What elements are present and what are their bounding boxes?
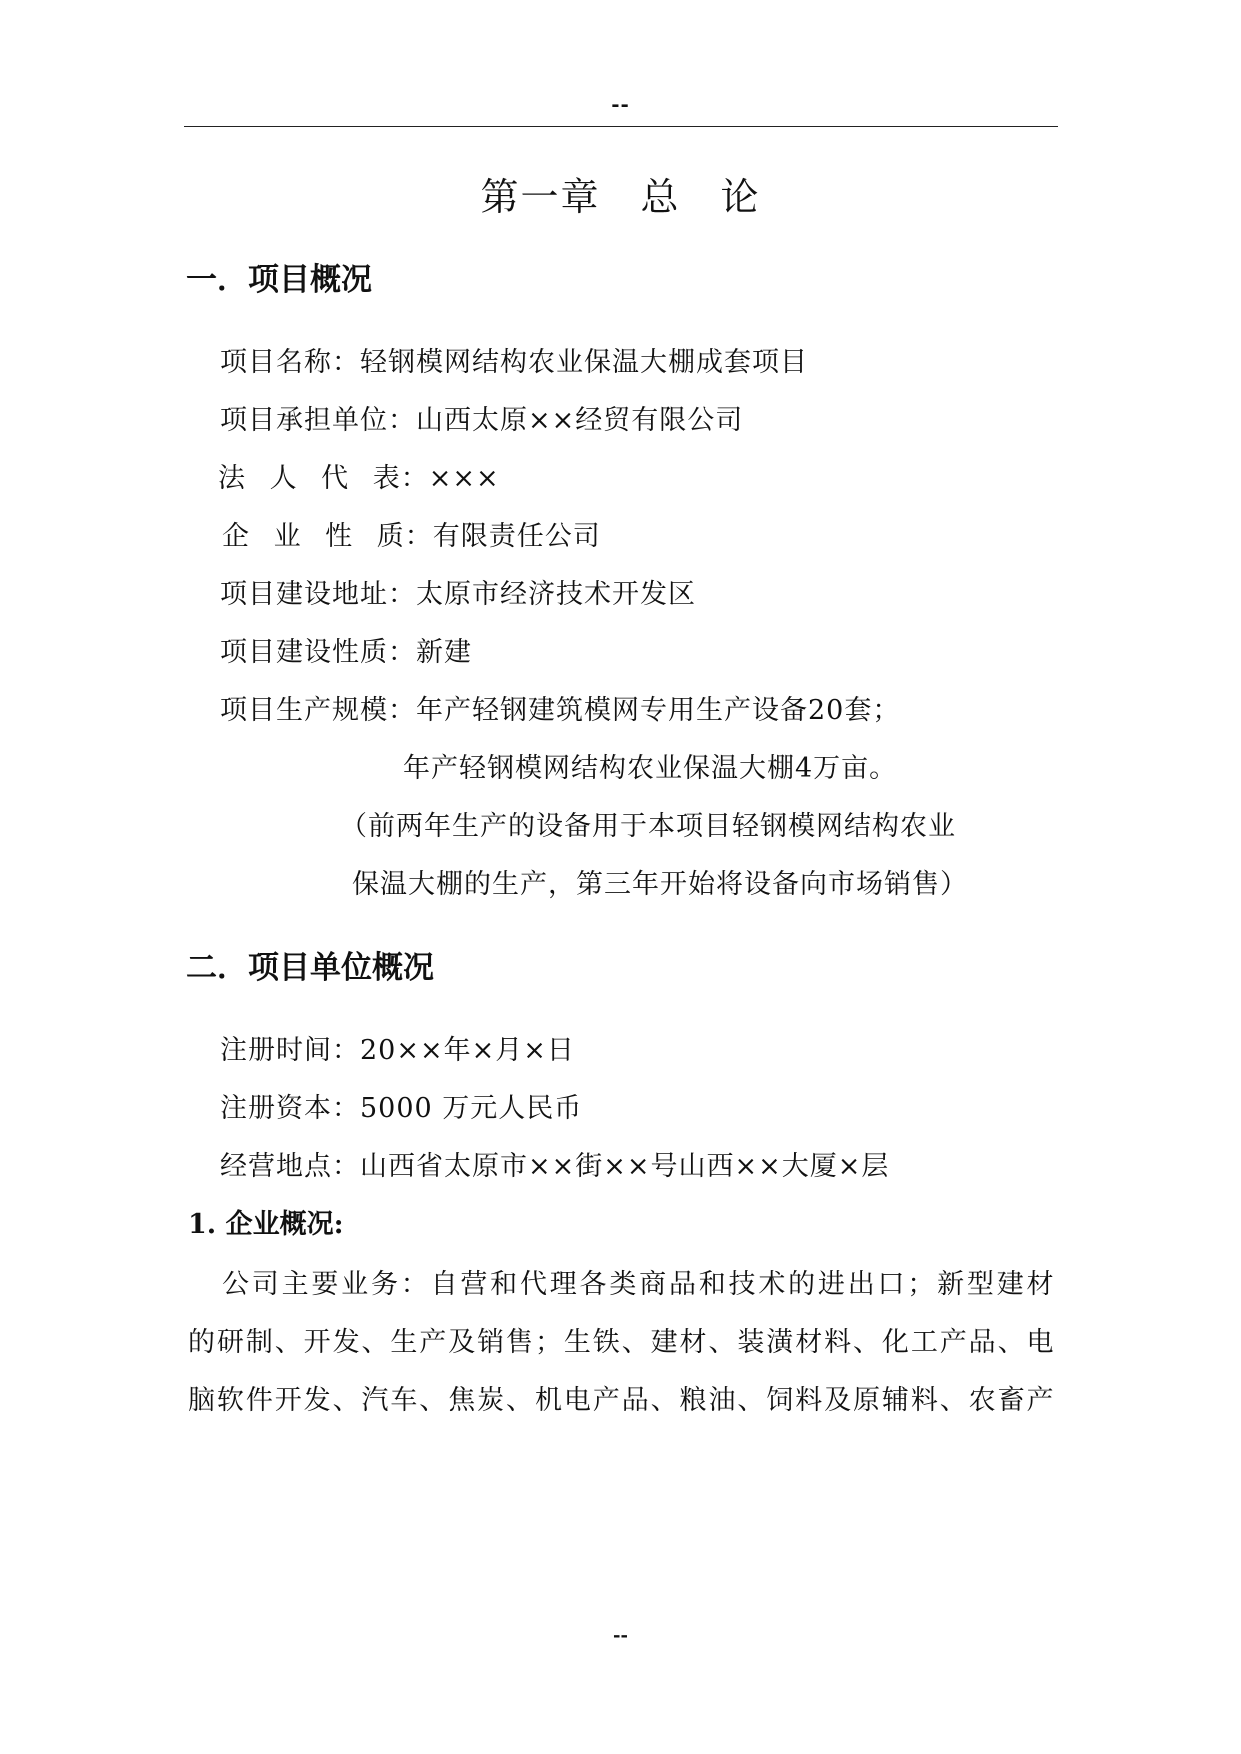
- field-value: 5000 万元人民币: [360, 1093, 583, 1124]
- field-production-scale: [220, 688, 900, 727]
- field-value: 轻钢模网结构农业保温大棚成套项目: [360, 347, 808, 378]
- field-undertaking-unit: [220, 398, 743, 437]
- field-label: 企 业 性 质：: [222, 521, 433, 552]
- field-construction-address: [220, 572, 696, 611]
- field-label: 项目生产规模：: [220, 695, 416, 726]
- production-note-line-1: （前两年生产的设备用于本项目轻钢模网结构农业: [340, 811, 956, 842]
- production-scale-line-2: 年产轻钢模网结构农业保温大棚4万亩。: [403, 753, 898, 784]
- paragraph-line: 脑软件开发、汽车、焦炭、机电产品、粮油、饲料及原辅料、农畜产: [188, 1385, 1054, 1416]
- field-registration-date: [220, 1028, 575, 1067]
- paragraph-line: 公司主要业务：自营和代理各类商品和技术的进出口；新型建材: [222, 1269, 1054, 1300]
- field-label: 注册时间：: [220, 1035, 360, 1066]
- field-value: 太原市经济技术开发区: [416, 579, 696, 610]
- section-heading-project-overview: 一．项目概况: [186, 262, 372, 298]
- field-label: 项目建设性质：: [220, 637, 416, 668]
- field-value: 山西太原××经贸有限公司: [416, 405, 744, 436]
- field-registered-capital: [220, 1086, 582, 1125]
- subheading-enterprise-overview: 1. 企业概况:: [188, 1209, 344, 1240]
- field-label: 项目建设地址：: [220, 579, 416, 610]
- field-business-location: [220, 1144, 889, 1183]
- section-heading-unit-overview: 二．项目单位概况: [186, 950, 434, 986]
- field-value: 新建: [416, 637, 472, 668]
- field-label: 法 人 代 表：: [218, 463, 429, 494]
- field-enterprise-nature: [222, 514, 601, 553]
- field-value: 有限责任公司: [432, 521, 601, 552]
- page-footer-mark: --: [613, 1625, 628, 1646]
- field-legal-representative: [218, 456, 500, 495]
- field-label: 注册资本：: [220, 1093, 360, 1124]
- field-label: 项目名称：: [220, 347, 360, 378]
- field-value: ×××: [428, 463, 500, 494]
- field-construction-nature: [220, 630, 472, 669]
- field-value: 年产轻钢建筑模网专用生产设备20套；: [416, 695, 901, 726]
- page-header-mark: --: [611, 92, 630, 116]
- chapter-title: 第一章 总 论: [480, 175, 761, 219]
- field-value: 山西省太原市××街××号山西××大厦×层: [360, 1151, 890, 1182]
- field-project-name: [220, 340, 808, 379]
- production-note-line-2: 保温大棚的生产，第三年开始将设备向市场销售）: [352, 869, 968, 900]
- header-rule: [184, 126, 1058, 127]
- paragraph-line: 的研制、开发、生产及销售；生铁、建材、装潢材料、化工产品、电: [188, 1327, 1054, 1358]
- field-label: 经营地点：: [220, 1151, 360, 1182]
- field-value: 20××年×月×日: [360, 1035, 575, 1066]
- field-label: 项目承担单位：: [220, 405, 416, 436]
